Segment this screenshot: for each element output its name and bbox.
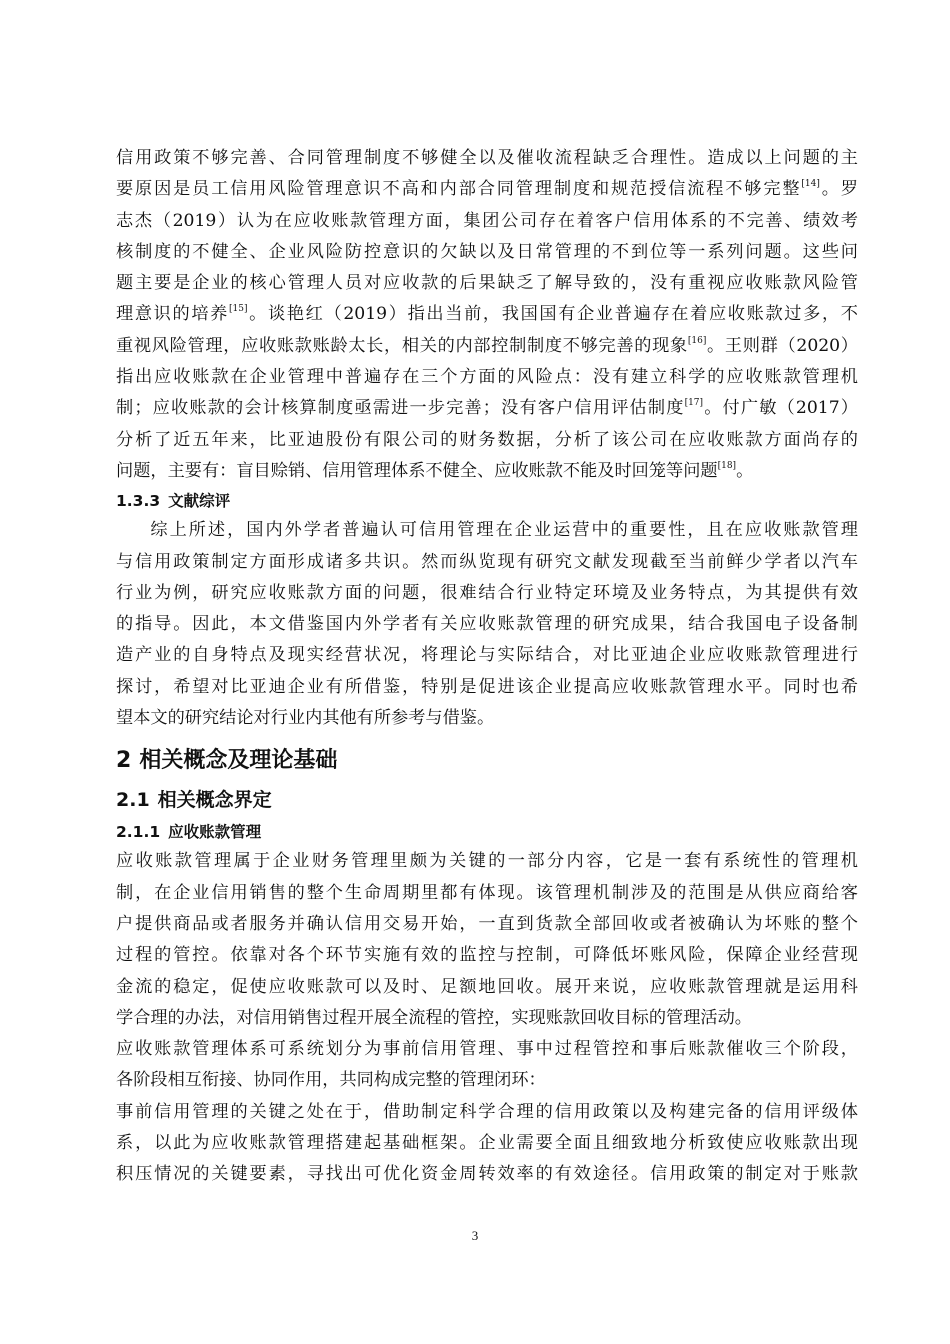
text-line: 理意识的培养[15]。谈艳红（2019）指出当前，我国国有企业普遍存在着应收账款过多，不 <box>116 304 858 325</box>
text-line: 应收账款管理属于企业财务管理里颇为关键的一部分内容，它是一套有系统性的管理机 <box>116 851 858 872</box>
text-line: 要原因是员工信用风险管理意识不高和内部合同管理制度和规范授信流程不够完整[14]。罗 <box>116 179 858 200</box>
paragraph-pre-credit-management <box>116 1097 858 1191</box>
text-line: 问题，主要有：盲目赊销、信用管理体系不健全、应收账款不能及时回笼等问题[18]。 <box>116 460 754 481</box>
document-page <box>116 143 858 1191</box>
text-line: 与信用政策制定方面形成诸多共识。然而纵览现有研究文献发现截至当前鲜少学者以汽车 <box>116 551 858 572</box>
page-number: 3 <box>471 1228 479 1243</box>
text-line: 探讨，希望对比亚迪企业有所借鉴，特别是促进该企业提高应收账款管理水平。同时也希 <box>116 676 858 697</box>
text-line: 各阶段相互衔接、协同作用，共同构成完整的管理闭环： <box>116 1070 546 1091</box>
text-line: 积压情况的关键要素，寻找出可优化资金周转效率的有效途径。信用政策的制定对于账款 <box>116 1164 858 1185</box>
citation-14: [14] <box>801 179 820 190</box>
text-line: 过程的管控。依靠对各个环节实施有效的监控与控制，可降低坏账风险，保障企业经营现 <box>116 945 858 966</box>
paragraph-literature-review-continued <box>116 143 858 487</box>
text-line: 题主要是企业的核心管理人员对应收款的后果缺乏了解导致的，没有重视应收账款风险管 <box>116 273 858 294</box>
text-line: 的指导。因此，本文借鉴国内外学者有关应收账款管理的研究成果，结合我国电子设备制 <box>116 614 858 635</box>
text-line: 核制度的不健全、企业风险防控意识的欠缺以及日常管理的不到位等一系列问题。这些问 <box>116 241 858 262</box>
text-line: 信用政策不够完善、合同管理制度不够健全以及催收流程缺乏合理性。造成以上问题的主 <box>116 148 858 168</box>
chapter-heading-2: 2 相关概念及理论基础 <box>116 748 338 774</box>
paragraph-receivables-definition <box>116 846 858 1034</box>
citation-16: [16] <box>687 335 707 346</box>
text-line: 志杰（2019）认为在应收账款管理方面，集团公司存在着客户信用体系的不完善、绩效考 <box>116 210 858 231</box>
text-line: 户提供商品或者服务并确认信用交易开始，一直到货款全部回收或者被确认为坏账的整个 <box>116 913 858 934</box>
text-line: 学合理的办法，对信用销售过程开展全流程的管控，实现账款回收目标的管理活动。 <box>116 1007 752 1028</box>
citation-17: [17] <box>684 398 704 409</box>
text-line: 事前信用管理的关键之处在于，借助制定科学合理的信用政策以及构建完备的信用评级体 <box>116 1101 858 1122</box>
text-line: 指出应收账款在企业管理中普遍存在三个方面的风险点：没有建立科学的应收账款管理机 <box>116 367 858 388</box>
section-heading-2-1-1: 2.1.1 应收账款管理 <box>116 823 262 842</box>
text-line: 金流的稳定，促使应收账款可以及时、足额地回收。展开来说，应收账款管理就是运用科 <box>116 976 858 997</box>
text-line: 制，在企业信用销售的整个生命周期里都有体现。该管理机制涉及的范围是从供应商给客 <box>116 882 858 903</box>
text-line: 综上所述，国内外学者普遍认可信用管理在企业运营中的重要性，且在应收账款管理 <box>150 520 858 541</box>
paragraph-management-stages <box>116 1034 858 1097</box>
text-line: 分析了近五年来，比亚迪股份有限公司的财务数据，分析了该公司在应收账款方面尚存的 <box>116 429 858 450</box>
paragraph-literature-summary <box>116 515 858 734</box>
text-line: 行业为例，研究应收账款方面的问题，很难结合行业特定环境及业务特点，为其提供有效 <box>116 582 858 603</box>
text-line: 重视风险管理，应收账款账龄太长，相关的内部控制制度不够完善的现象[16]。王则群（2020） <box>116 335 858 356</box>
section-heading-1-3-3: 1.3.3 文献综评 <box>116 492 231 511</box>
section-heading-2-1: 2.1 相关概念界定 <box>116 789 272 812</box>
citation-15: [15] <box>229 304 248 315</box>
text-line: 望本文的研究结论对行业内其他有所参考与借鉴。 <box>116 708 495 729</box>
citation-18: [18] <box>717 460 737 471</box>
text-line: 造产业的自身特点及现实经营状况，将理论与实际结合，对比亚迪企业应收账款管理进行 <box>116 645 858 666</box>
text-line: 系，以此为应收账款管理搭建起基础框架。企业需要全面且细致地分析致使应收账款出现 <box>116 1133 858 1154</box>
text-line: 制；应收账款的会计核算制度亟需进一步完善；没有客户信用评估制度[17]。付广敏（2017） <box>116 398 858 419</box>
text-line: 应收账款管理体系可系统划分为事前信用管理、事中过程管控和事后账款催收三个阶段， <box>116 1039 858 1060</box>
